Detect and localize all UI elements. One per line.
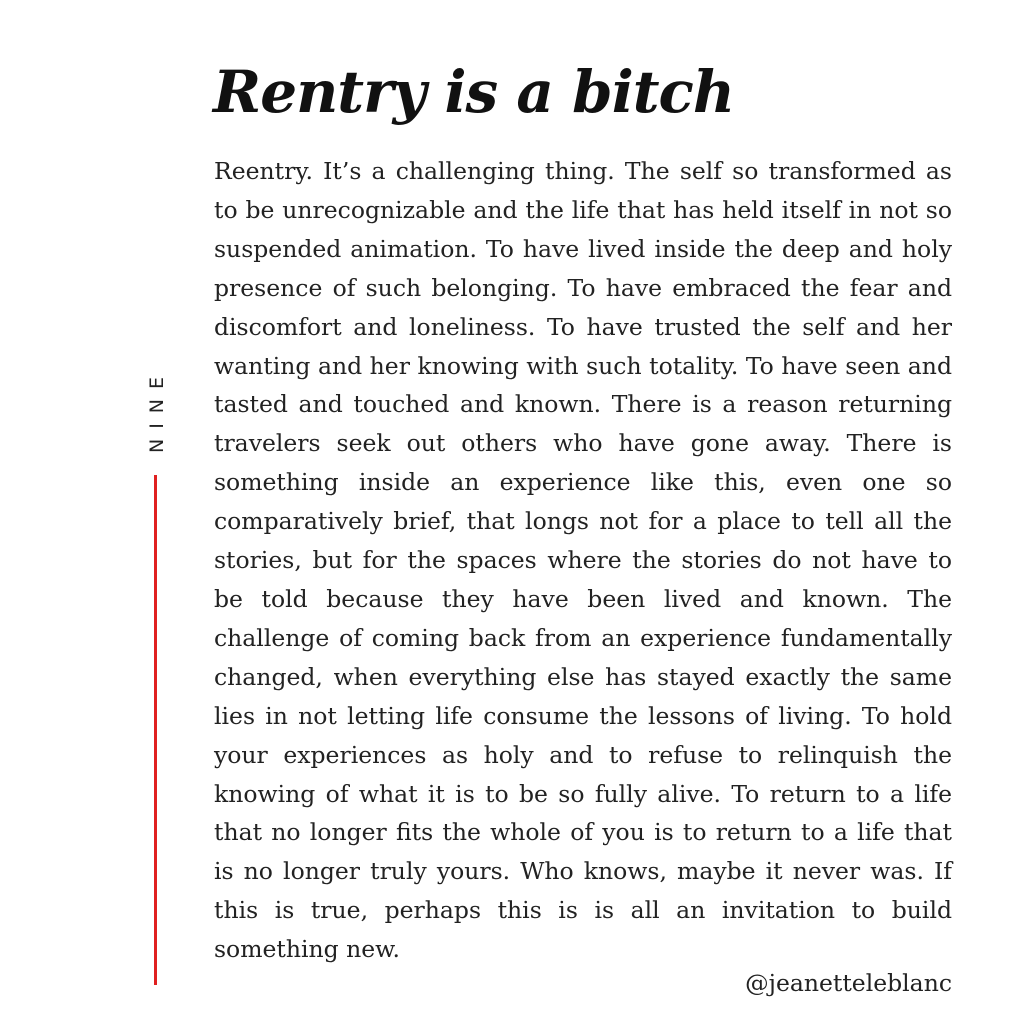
body-paragraph: Reentry. It’s a challenging thing. The self so transformed as to be unrecognizable and the life that has held itself in not so suspended animation. To have lived inside the deep and holy presence of such belonging. To have embraced the fear and discomfort and loneliness. To have trusted the self and her wanting and her knowing with such totality. To have seen and tasted and touched and known. There is a reason returning travelers seek out others who have gone away. There is something inside an experience like this, even one so comparatively brief, that longs not for a place to tell all the stories, but for the spaces where the stories do not have to be told because they have been lived and known. The challenge of coming back from an experience fundamentally changed, when everything else has stayed exactly the same lies in not letting life consume the lessons of living. To hold your experiences as holy and to refuse to relinquish the knowing of what it is to be so fully alive. To return to a life that no longer fits the whole of you is to return to a life that is no longer truly yours. Who knows, maybe it never was. If this is true, perhaps this is is all an invitation to build something new. bbox=[214, 157, 952, 964]
author-handle: @jeanetteleblanc bbox=[745, 969, 952, 997]
page-title: Rentry is a bitch bbox=[213, 58, 735, 126]
accent-divider-line bbox=[154, 475, 157, 985]
section-label: NINE bbox=[146, 366, 168, 454]
